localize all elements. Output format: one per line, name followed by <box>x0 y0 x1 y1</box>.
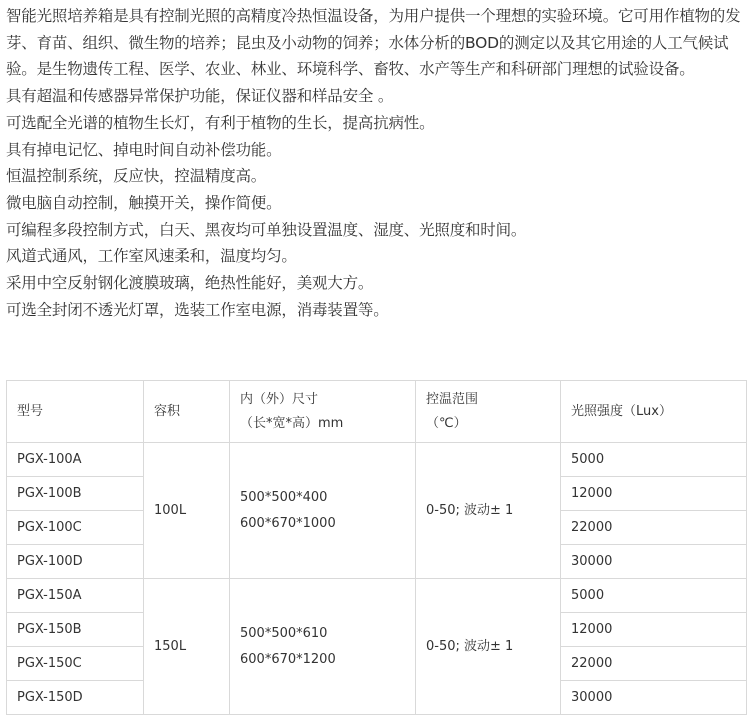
feature-item: 采用中空反射钢化渡膜玻璃，绝热性能好，美观大方。 <box>6 274 374 293</box>
size-cell: 500*500*610 600*670*1200 <box>230 579 416 715</box>
light-cell: 12000 <box>561 477 747 511</box>
size-cell: 500*500*400 600*670*1000 <box>230 443 416 579</box>
light-cell: 22000 <box>561 647 747 681</box>
light-cell: 30000 <box>561 545 747 579</box>
volume-cell: 100L <box>144 443 230 579</box>
feature-item: 微电脑自动控制，触摸开关，操作简便。 <box>6 193 282 212</box>
intro-paragraph: 智能光照培养箱是具有控制光照的高精度冷热恒温设备，为用户提供一个理想的实验环境。它可用作植物的发芽、育苗、组织、微生物的培养；昆虫及小动物的饲养；水体分析的BOD的测定以及其它用途的人工气候试验。是生物遗传工程、医学、农业、林业、环境科学、畜牧、水产等生产和科研部门理想的试验设备。 <box>6 7 741 79</box>
table-row <box>7 579 747 613</box>
header-model: 型号 <box>7 381 144 443</box>
model-cell: PGX-150C <box>7 647 144 681</box>
feature-item: 可选全封闭不透光灯罩，选装工作室电源，消毒装置等。 <box>6 300 389 319</box>
light-cell: 30000 <box>561 681 747 715</box>
header-size: 内（外）尺寸 （长*宽*高）mm <box>230 381 416 443</box>
volume-cell: 150L <box>144 579 230 715</box>
model-cell: PGX-100A <box>7 443 144 477</box>
feature-item: 恒温控制系统，反应快，控温精度高。 <box>6 167 267 186</box>
model-cell: PGX-100B <box>7 477 144 511</box>
model-cell: PGX-100C <box>7 511 144 545</box>
model-cell: PGX-150D <box>7 681 144 715</box>
table-header-row <box>7 381 747 443</box>
temp-range-cell: 0-50; 波动± 1 <box>416 579 561 715</box>
spec-table <box>6 380 747 715</box>
header-light-intensity: 光照强度（Lux） <box>561 381 747 443</box>
table-row <box>7 443 747 477</box>
model-cell: PGX-100D <box>7 545 144 579</box>
light-cell: 12000 <box>561 613 747 647</box>
feature-item: 可选配全光谱的植物生长灯，有利于植物的生长，提高抗病性。 <box>6 113 435 132</box>
model-cell: PGX-150B <box>7 613 144 647</box>
light-cell: 5000 <box>561 579 747 613</box>
feature-item: 具有超温和传感器异常保护功能，保证仪器和样品安全 。 <box>6 87 394 106</box>
product-description <box>6 0 746 323</box>
feature-item: 可编程多段控制方式，白天、黑夜均可单独设置温度、湿度、光照度和时间。 <box>6 220 527 239</box>
feature-item: 具有掉电记忆、掉电时间自动补偿功能。 <box>6 140 282 159</box>
light-cell: 22000 <box>561 511 747 545</box>
temp-range-cell: 0-50; 波动± 1 <box>416 443 561 579</box>
model-cell: PGX-150A <box>7 579 144 613</box>
light-cell: 5000 <box>561 443 747 477</box>
header-temp-range: 控温范围 （℃） <box>416 381 561 443</box>
header-volume: 容积 <box>144 381 230 443</box>
feature-item: 风道式通风，工作室风速柔和，温度均匀。 <box>6 247 297 266</box>
